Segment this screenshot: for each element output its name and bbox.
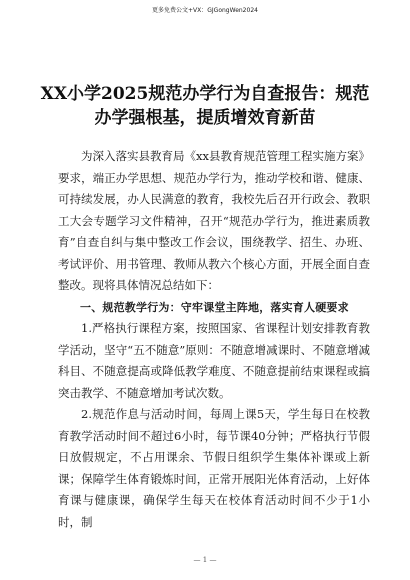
body-paragraph: 1.严格执行课程方案，按照国家、省课程计划安排教育教学活动，坚守“五不随意”原则：不随意增减课时、不随意增减科目、不随意提高或降低教学难度、不随意提前结束课程或搞突击教学、不随意增加考试次数。 <box>58 321 370 400</box>
page-number: — 1 — <box>193 556 217 564</box>
section-heading: 一、规范教学行为：守牢课堂主阵地，落实育人硬要求 <box>80 300 349 314</box>
body-paragraph: 2.规范作息与活动时间，每周上课5天，学生每日在校教育教学活动时间不超过6小时，每节课40分钟；严格执行节假日放假规定，不占用课余、节假日组织学生集体补课或上新课；保障学生体育锻炼时间，正常开展阳光体育活动，上好体育课与健康课，确保学生每天在校体育活动时间不少于1小时，制 <box>58 407 370 529</box>
intro-paragraph: 为深入落实县教育局《xx县教育规范管理工程实施方案》要求，端正办学思想、规范办学行为，推动学校和谐、健康、可持续发展，办人民满意的教育，我校先后召开行政会、教职工大会专题学习文件精神，召开“规范办学行为，推进素质教育”自查自纠与集中整改工作会议，围绕教学、招生、办班、考试评价、用书管理、教师从教六个核心方面，开展全面自查整改。现将具体情况总结如下： <box>58 149 370 292</box>
document-title: XX小学2025规范办学行为自查报告：规范办学强根基，提质增效育新苗 <box>40 84 370 128</box>
page-header-note: 更多免费公文+VX：GJGongWen2024 <box>152 7 258 14</box>
document-body <box>58 146 370 533</box>
